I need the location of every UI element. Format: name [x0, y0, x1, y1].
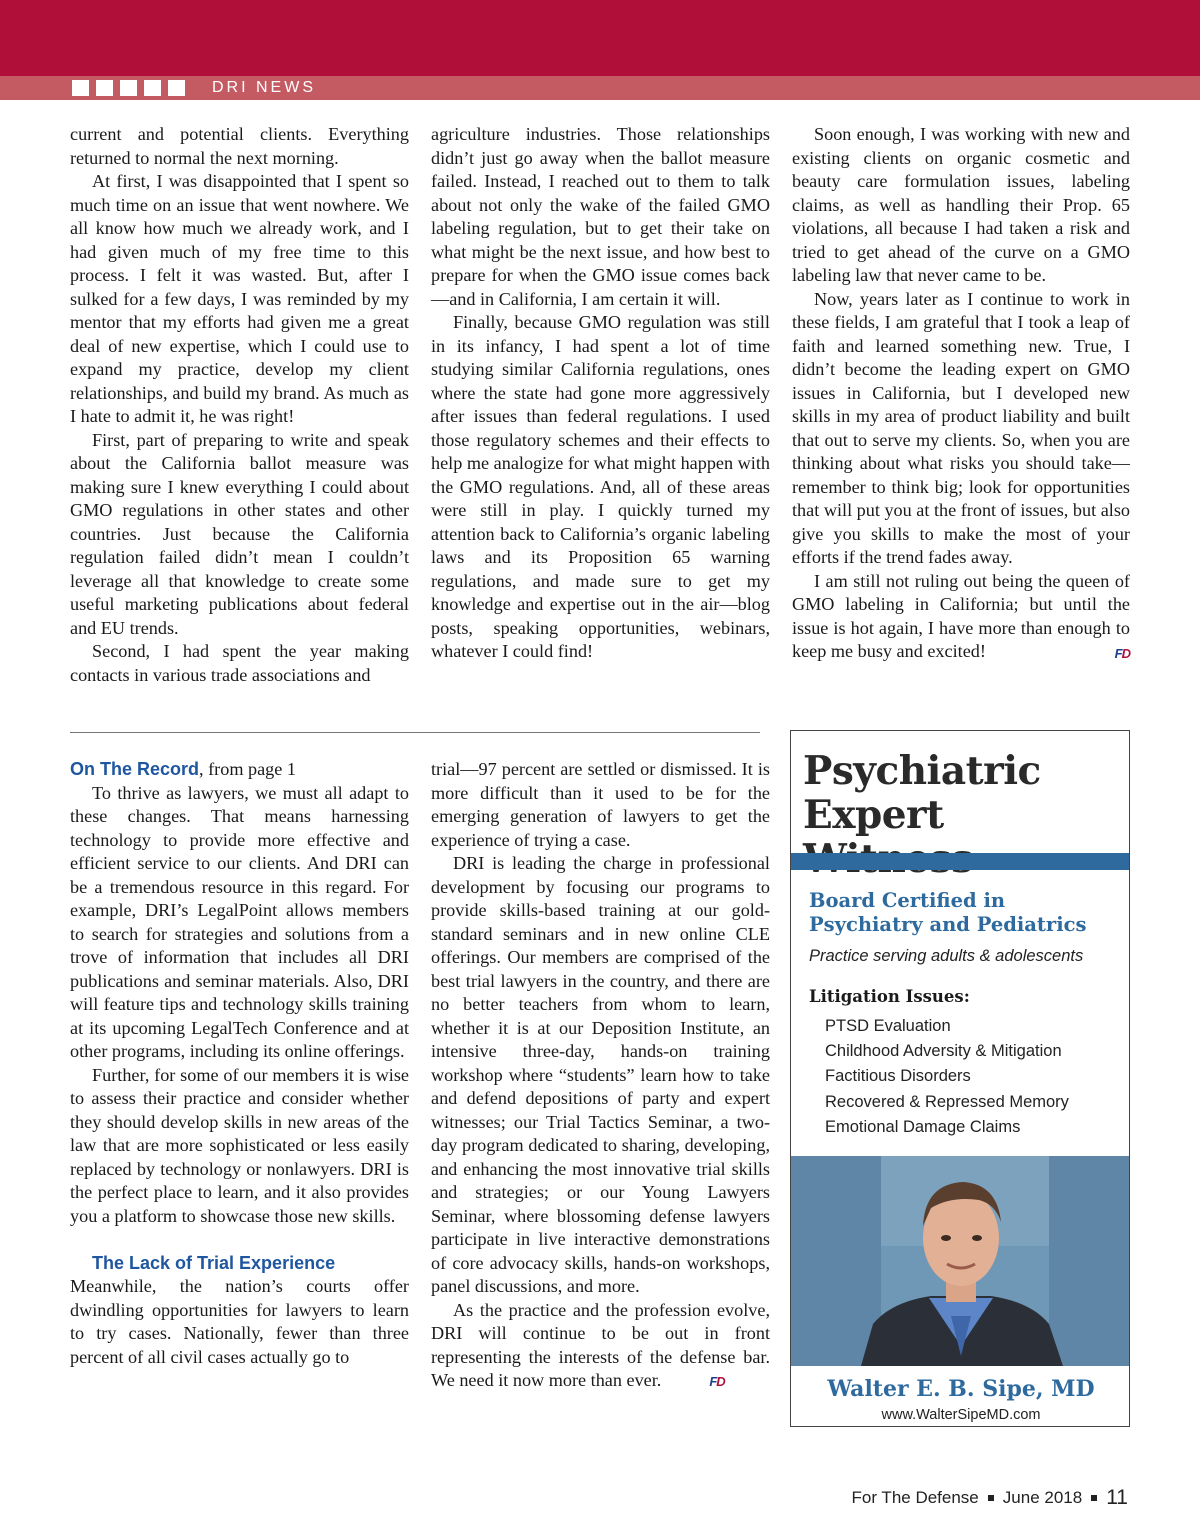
ad-title: Psychiatric Expert — [803, 748, 1041, 838]
paragraph: First, part of preparing to write and speak about the California ballot measure was making sure I knew everything I could about GMO regulations in other states and other countries. Just because the California regulation failed didn’t mean I couldn’t leverage all that knowledge to create some useful marketing publications about federal and EU trends. — [70, 429, 409, 638]
footer-publication: For The Defense — [851, 1488, 979, 1507]
paragraph — [792, 570, 1130, 664]
section-squares — [72, 80, 185, 96]
paragraph: Soon enough, I was working with new and existing clients on organic cosmetic and beauty care formulation issues, labeling claims, as well as handling their Prop. 65 violations, all because I had taken a risk and tried to get ahead of the curve on a GMO labeling law that never came to be. — [792, 124, 1130, 285]
list-item: Factitious Disorders — [825, 1067, 971, 1086]
paragraph: trial—97 percent are settled or dismissed. It is more difficult than it used to be for the emerging generation of lawyers to get the experience of trying a case. — [431, 759, 770, 850]
article-bottom-col2 — [431, 758, 770, 1394]
paragraph: Meanwhile, the nation’s courts offer dwindling opportunities for lawyers to learn to try cases. Nationally, fewer than three percent of all civil cases actually go to — [70, 1276, 409, 1367]
ad-accent-bar — [791, 853, 1130, 870]
paragraph: Second, I had spent the year making contacts in various trade associations and — [70, 641, 409, 685]
paragraph: To thrive as lawyers, we must all adapt to these changes. That means harnessing technology to provide more effective and efficient service to our clients. And DRI can be a tremendous resource in this regard. For example, DRI’s LegalPoint allows members to search for strategies and solutions from a trove of information that includes all DRI publications and seminar materials. Also, DRI will feature tips and technology skills training at its upcoming LegalTech Conference and at other programs, including its online offerings. — [70, 782, 409, 1061]
footer-date: June 2018 — [1002, 1488, 1083, 1507]
paragraph — [431, 1299, 770, 1394]
paragraph: Now, years later as I continue to work in these fields, I am grateful that I took a leap of faith and learned something new. True, I didn’t become the leading expert on GMO issues in California, but I developed new skills in my area of product liability and built that out to serve my clients. So, when you are thinking about what risks you should take—remember to think big; look for opportunities that will put you at the front of issues, but also give you skills to make the most of your efforts if the trend fades away. — [792, 288, 1130, 567]
ad-board-certification: Board Certified in Psychiatry and Pediatrics — [809, 889, 1087, 936]
page-number: 11 — [1106, 1486, 1128, 1509]
paragraph: agriculture industries. Those relationships didn’t just go away when the ballot measure failed. Instead, I reached out to them to talk about not only the wake of the failed GMO labeling regulation, but to get their take on what might be the next issue, and how best to prepare for when the GMO issue comes back—and in California, I am certain it will. — [431, 124, 770, 309]
page-footer — [852, 1486, 1128, 1510]
footer-separator — [988, 1495, 994, 1501]
footer-separator — [1091, 1495, 1097, 1501]
last-paragraph-text: I am still not ruling out being the queen of GMO labeling in California; but until the issue is hot again, I have more than enough to keep me busy and excited! — [792, 570, 1130, 661]
section-label: DRI NEWS — [212, 79, 316, 96]
article-top-col2 — [431, 123, 770, 664]
end-mark-icon: FD — [709, 1374, 725, 1389]
paragraph: Finally, because GMO regulation was still in its infancy, I had spent a lot of time studying similar California regulations, ones where the state had gone more aggressively after issues than federal regulations. I used those regulatory schemes and their effects to help me analogize for what might happen with the GMO regulations. And, all of these areas were still in play. I quickly turned my attention back to California’s organic labeling laws and its Proposition 65 warning regulations, and made sure to get my knowledge and expertise out in the air—blog posts, speaking opportunities, webinars, whatever I could find! — [431, 312, 770, 661]
kicker-suffix: , from page 1 — [199, 759, 296, 779]
ad-issues-list — [825, 1014, 1069, 1140]
ad-website-link[interactable]: www.WalterSipeMD.com — [881, 1407, 1041, 1423]
portrait-photo — [791, 1156, 1130, 1366]
article-top-col3 — [792, 123, 1130, 666]
article-bottom-col1 — [70, 758, 409, 1369]
paragraph: DRI is leading the charge in professional development by focusing our programs to provide skills-based training at our gold-standard seminars and in new online CLE offerings. Our members are comprised of the best trial lawyers in the country, and there are no better teachers from whom to learn, whether it is at our Deposition Institute, an intensive three-day, hands-on training workshop where “students” learn how to take and defend depositions of party and expert witnesses; our Trial Tactics Seminar, a two-day program dedicated to sharing, developing, and enhancing the most innovative trial skills and strategies; or our Young Lawyers Seminar, where blossoming defense lawyers participate in live interactive demonstrations of core advocacy skills, hands-on workshops, panel discussions, and more. — [431, 853, 770, 1296]
list-item: Childhood Adversity & Mitigation — [825, 1042, 1062, 1061]
end-mark-icon: FD — [1114, 646, 1130, 661]
article-top-col1 — [70, 123, 409, 687]
advertisement — [790, 730, 1130, 1427]
kicker: On The Record — [70, 759, 200, 779]
ad-litigation-label: Litigation Issues: — [809, 987, 970, 1006]
paragraph: At first, I was disappointed that I spent so much time on an issue that went nowhere. We all know how much we already work, and I had given much of my free time to this process. I felt it was wasted. But, after I sulked for a few days, I was reminded by my mentor that my efforts had given me a great deal of new expertise, which I could use to expand my practice, develop my client relationships, and build my brand. As much as I hate to admit it, he was right! — [70, 171, 409, 426]
subhead: The Lack of Trial Experience — [92, 1253, 336, 1273]
list-item: Emotional Damage Claims — [825, 1117, 1021, 1136]
last-paragraph-text: As the practice and the profession evolve, DRI will continue to be out in front representing the interests of the defense bar. We need it now more than ever. — [431, 1299, 770, 1390]
header-band — [0, 0, 1200, 76]
ad-doctor-name: Walter E. B. Sipe, MD — [827, 1376, 1095, 1402]
ad-practice-line: Practice serving adults & adolescents — [809, 947, 1084, 965]
paragraph: Further, for some of our members it is wise to assess their practice and consider whether they should develop skills in new areas of the law that are more sophisticated or less easily replaced by technology or nonlawyers. DRI is the perfect place to learn, and it also provides you a platform to showcase those new skills. — [70, 1064, 409, 1226]
list-item: PTSD Evaluation — [825, 1017, 951, 1035]
paragraph: current and potential clients. Everything returned to normal the next morning. — [70, 124, 409, 168]
article-divider — [70, 732, 760, 733]
continued-from-line — [70, 758, 409, 782]
list-item: Recovered & Repressed Memory — [825, 1092, 1069, 1111]
